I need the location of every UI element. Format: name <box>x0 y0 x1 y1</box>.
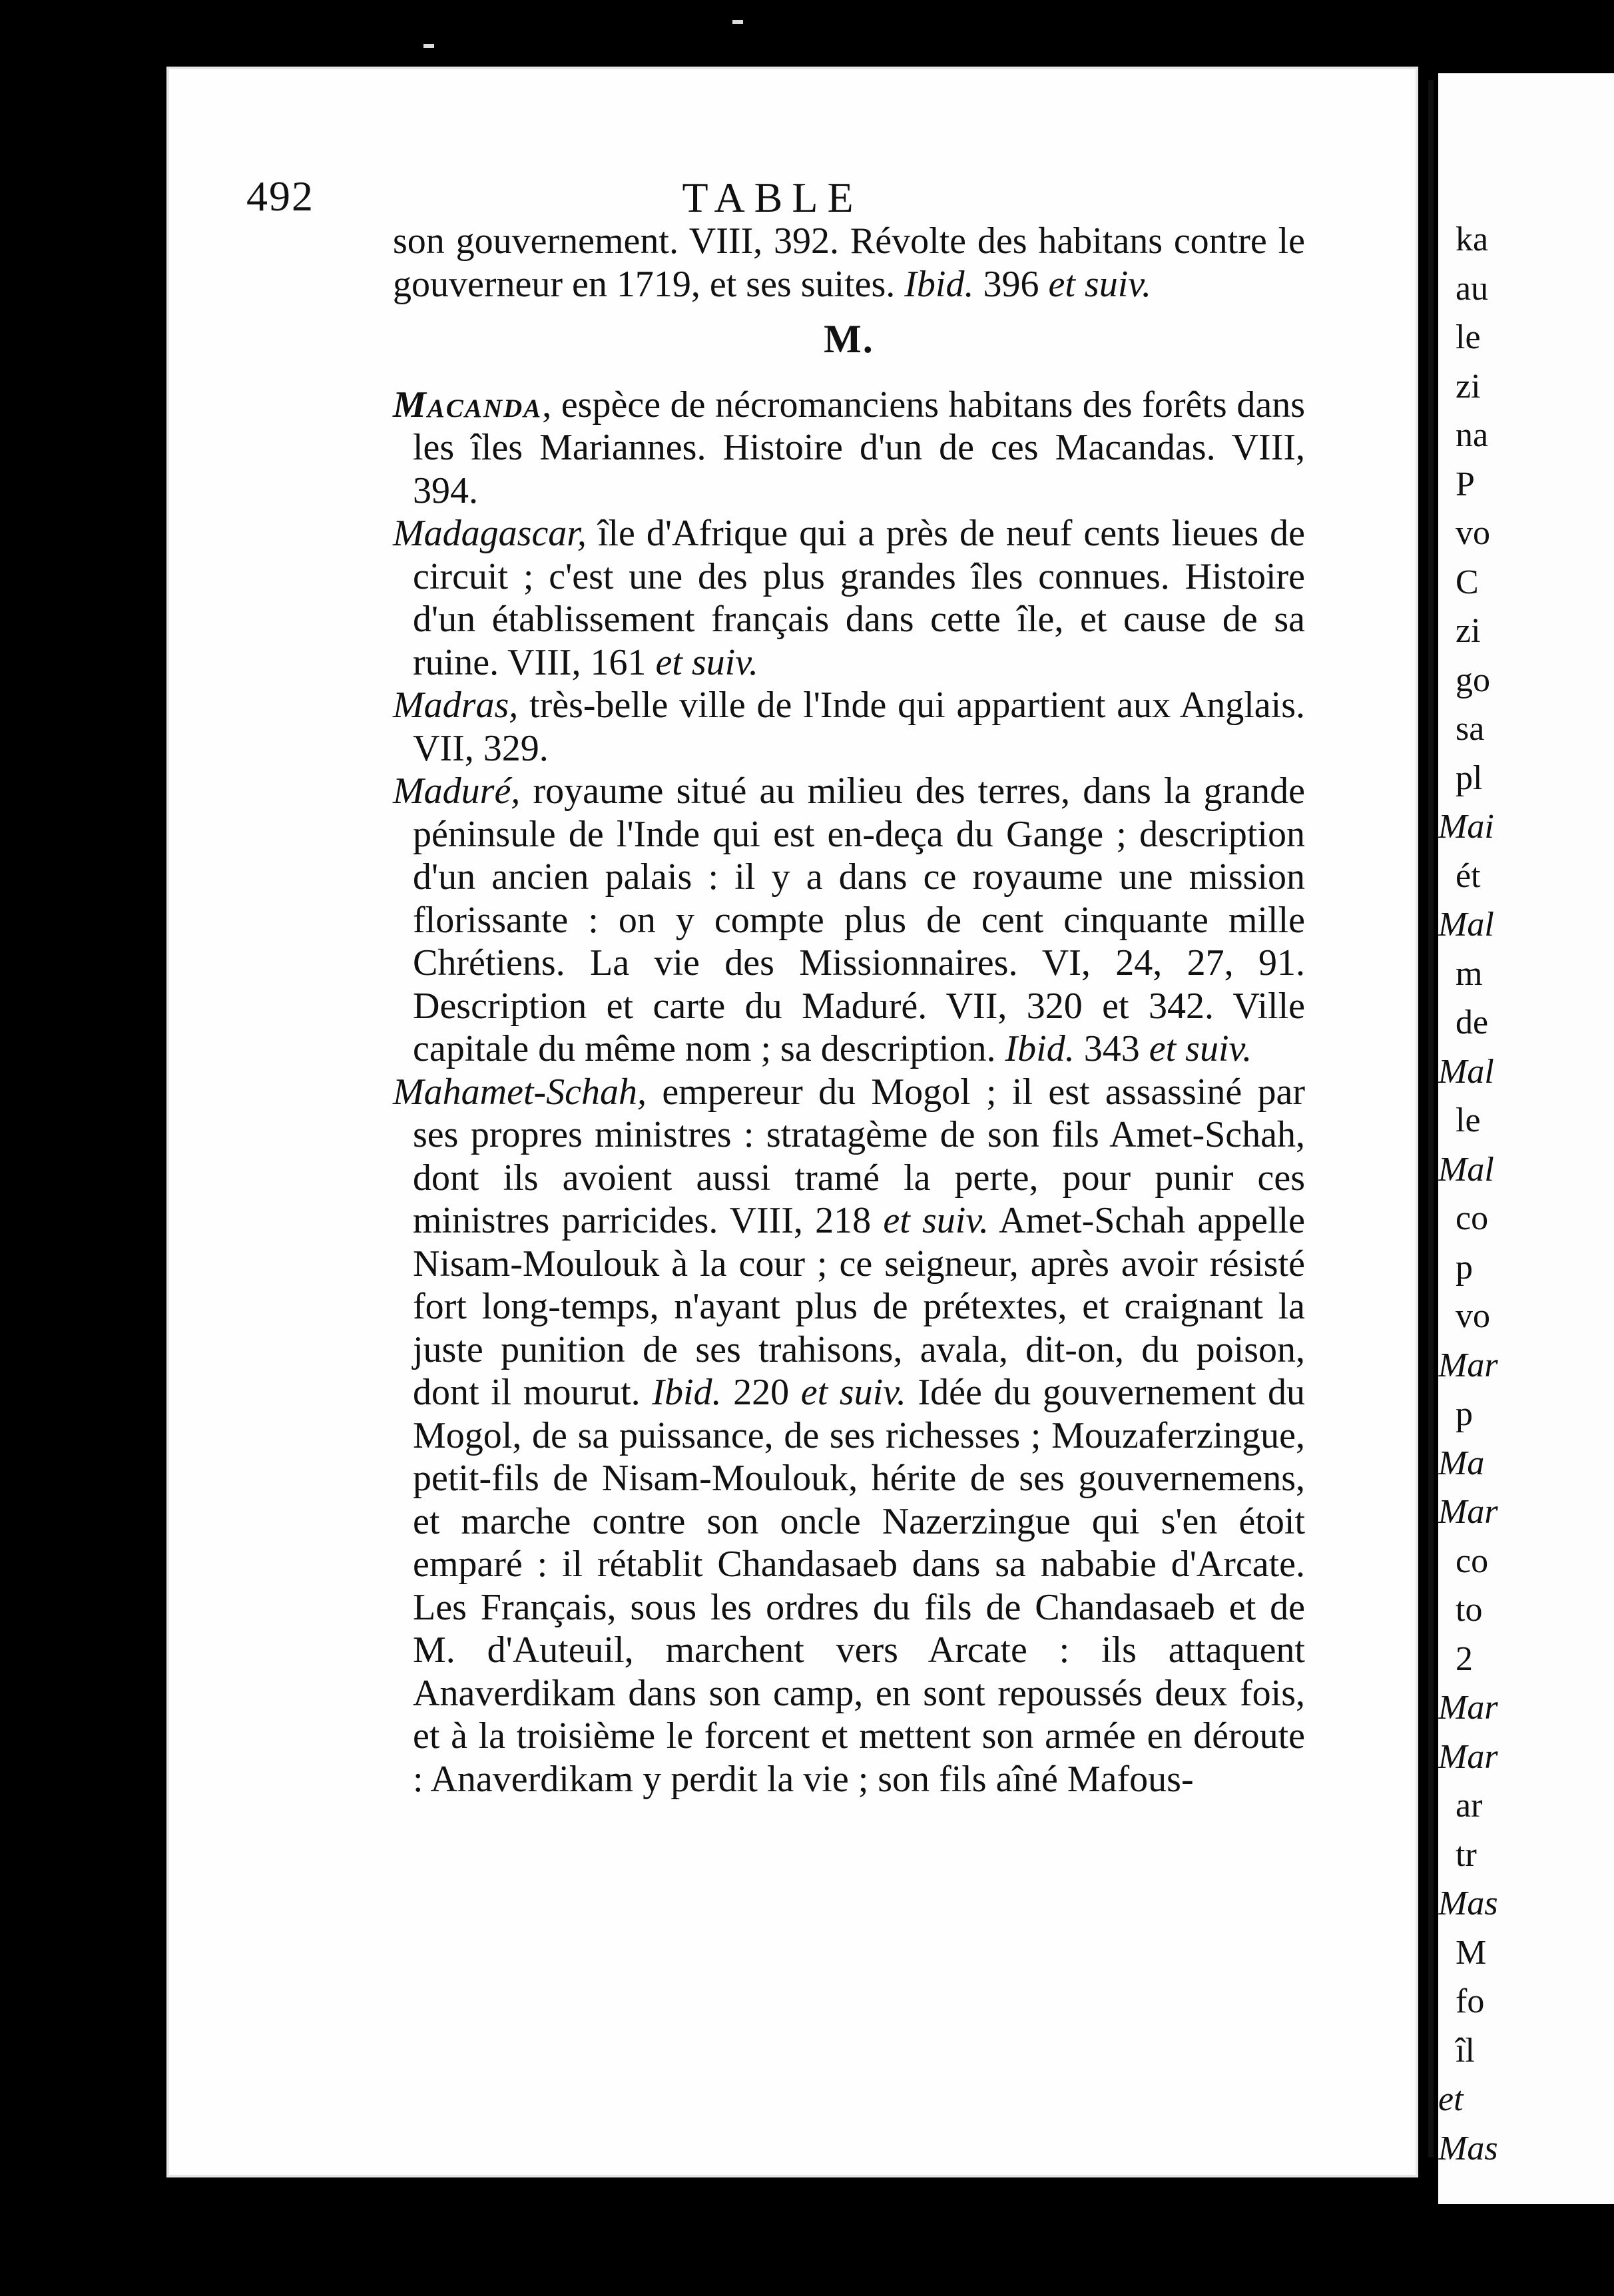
facing-page-fragment: au <box>1456 269 1489 308</box>
facing-page-fragment: 2 <box>1456 1639 1473 1678</box>
facing-page-fragment: le <box>1456 1101 1481 1139</box>
entry-headword: Maduré, <box>393 770 521 812</box>
entry-reference: et suiv. <box>655 641 758 683</box>
facing-page-fragment: et <box>1438 2080 1464 2118</box>
entry-text: Amet-Schah appelle Nisam-Moulouk à la cour ; ce seigneur, après avoir résisté fort long-temps, n'ayant plus de prétextes, et craignant la juste punition de ses trahisons, avala, dit-on, du poison, dont il mourut. <box>413 1200 1305 1413</box>
entry-text: très-belle ville de l'Inde qui appartient aux Anglais. VII, 329. <box>413 685 1305 769</box>
facing-page-fragment: Mar <box>1438 1737 1498 1776</box>
facing-page-fragment: co <box>1456 1542 1489 1580</box>
entry-text: 220 <box>721 1372 801 1413</box>
continuation-ref: et suiv. <box>1048 263 1151 305</box>
facing-page-fragment: Mal <box>1438 1052 1494 1091</box>
page-header <box>246 172 1298 225</box>
entry-reference: et suiv. <box>1149 1028 1252 1069</box>
facing-page-fragment: de <box>1456 1004 1489 1041</box>
facing-page-fragment: M <box>1456 1933 1487 1972</box>
facing-page-fragment: vo <box>1456 1297 1490 1335</box>
facing-page-fragment: p <box>1456 1248 1473 1287</box>
entry-headword: Madagascar, <box>393 513 587 554</box>
index-entry <box>393 512 1305 684</box>
facing-page-fragment: p <box>1456 1395 1473 1433</box>
facing-page-fragment: go <box>1456 661 1490 699</box>
facing-page-fragment: to <box>1456 1591 1483 1629</box>
entry-headword: Mahamet-Schah, <box>393 1071 647 1113</box>
facing-page-fragment: ét <box>1456 856 1481 895</box>
entry-reference: et suiv. <box>883 1200 989 1241</box>
entry-headword: Macanda <box>393 384 543 426</box>
entry-text: Idée du gouvernement du Mogol, de sa puissance, de ses richesses ; Mouzaferzingue, petit-fils de Nisam-Moulouk, hérite de ses gouvernemens, et marche contre son oncle Nazerzingue qui s'en étoit emparé : il rétablit Chandasaeb dans sa nababie d'Arcate. Les Français, sous les ordres du fils de Chandasaeb et de M. d'Auteuil, marchent vers Arcate : ils attaquent Anaverdikam dans son camp, en sont repoussés deux fois, et à la troisième le forcent et mettent son armée en déroute : Anaverdikam y perdit la vie ; son fils aîné Mafous- <box>413 1372 1305 1800</box>
continuation-paragraph <box>393 220 1305 306</box>
index-entry <box>393 1071 1305 1801</box>
index-entry <box>393 770 1305 1071</box>
continuation-text: 396 <box>973 263 1049 305</box>
section-letter: M. <box>824 317 874 361</box>
facing-page-fragment: vo <box>1456 514 1490 552</box>
facing-page-fragment: Mar <box>1438 1346 1498 1384</box>
facing-page-fragment: C <box>1456 563 1479 601</box>
facing-page-fragment: m <box>1456 954 1483 993</box>
entry-text: royaume situé au milieu des terres, dans la grande péninsule de l'Inde qui est en-deça du Gange ; description d'un ancien palais : il y a dans ce royaume une mission florissante : on y compte plus de cent cinquante mille Chrétiens. La vie des Missionnaires. VI, 24, 27, 91. Description et carte du Maduré. VII, 320 et 342. Ville capitale du même nom ; sa description. <box>413 770 1305 1069</box>
facing-page-fragment: Mas <box>1438 1884 1498 1922</box>
facing-page-fragment: zi <box>1456 612 1481 650</box>
facing-page-fragment: sa <box>1456 710 1485 748</box>
facing-page-fragment: pl <box>1456 758 1483 797</box>
running-title: TABLE <box>682 174 863 221</box>
facing-page-fragment: Ma <box>1438 1444 1485 1482</box>
page-number: 492 <box>246 172 314 220</box>
index-entries <box>393 384 1305 1801</box>
entry-headword: Madras, <box>393 685 519 726</box>
facing-page-fragment: co <box>1456 1199 1489 1237</box>
facing-page-fragment: na <box>1456 416 1489 454</box>
facing-page-edge <box>1438 73 1614 2204</box>
facing-page-fragment: P <box>1456 465 1475 503</box>
scan-speck <box>423 44 434 48</box>
facing-page-fragment: Mas <box>1438 2129 1498 2167</box>
facing-page-fragment: zi <box>1456 367 1481 406</box>
entry-text: île d'Afrique qui a près de neuf cents lieues de circuit ; c'est une des plus grandes îles connues. Histoire d'un établissement français dans cette île, et cause de sa ruine. VIII, 161 <box>413 513 1305 683</box>
facing-page-fragment: ar <box>1456 1787 1483 1825</box>
entry-reference: Ibid. <box>1005 1028 1075 1069</box>
facing-page-fragment: Mal <box>1438 1150 1494 1189</box>
facing-page-fragment: Mar <box>1438 1689 1498 1727</box>
facing-page-fragment: fo <box>1456 1982 1485 2020</box>
page-gutter <box>1428 80 1434 2157</box>
facing-page-fragment: Mai <box>1438 808 1494 846</box>
facing-page-fragment: Mar <box>1438 1493 1498 1531</box>
entry-reference: et suiv. <box>800 1372 906 1413</box>
facing-page-fragment: tr <box>1456 1835 1477 1874</box>
entry-text: 343 <box>1074 1028 1149 1069</box>
facing-page-fragment: le <box>1456 318 1481 356</box>
continuation-ref: Ibid. <box>904 263 974 305</box>
scan-speck <box>732 20 743 24</box>
entry-text: , espèce de nécromanciens habitans des forêts dans les îles Mariannes. Histoire d'un de ces Macandas. VIII, 394. <box>413 384 1305 511</box>
facing-page-fragment: Mal <box>1438 906 1494 944</box>
continuation-text: son gouvernement. VIII, 392. Révolte des habitans contre le gouverneur en 1719, et ses suites. <box>393 220 1305 305</box>
facing-page-fragment: îl <box>1456 2031 1475 2070</box>
entry-text: empereur du Mogol ; il est assassiné par ses propres ministres : stratagème de son fils Amet-Schah, dont ils avoient aussi tramé la perte, pour punir ces ministres parricides. VIII, 218 <box>413 1071 1305 1241</box>
index-entry <box>393 384 1305 513</box>
entry-reference: Ibid. <box>652 1372 722 1413</box>
facing-page-fragment: ka <box>1456 220 1489 258</box>
index-body <box>393 220 1305 1801</box>
index-entry <box>393 684 1305 770</box>
